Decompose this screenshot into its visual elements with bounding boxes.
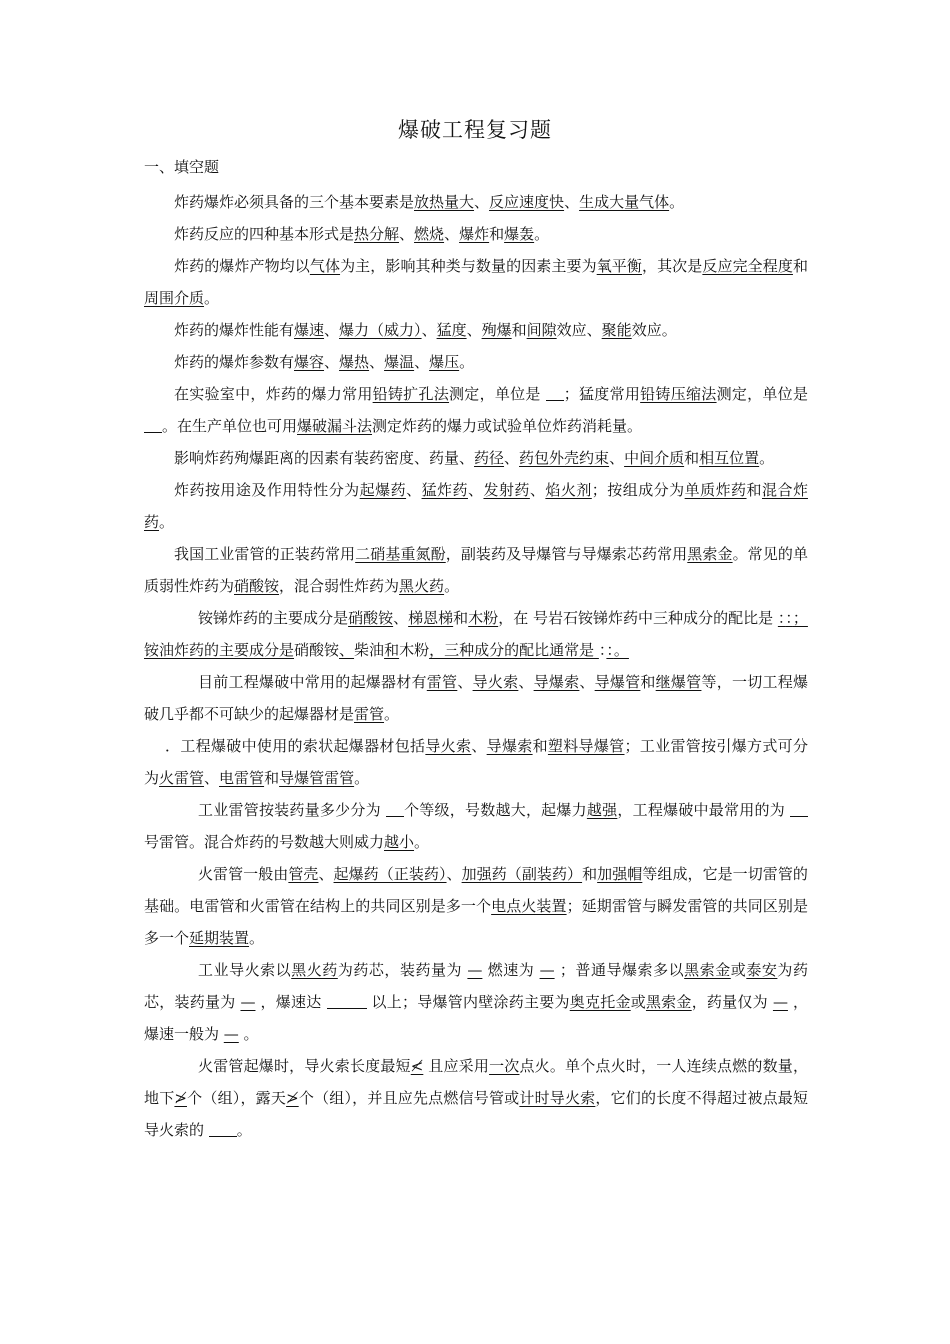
question-text: 。 [159,513,175,531]
question-text: 或 [730,961,747,979]
answer-text: 爆轰 [504,225,535,243]
question-text: 、 [406,481,422,499]
answer-text: 反应速度快 [489,193,565,211]
question-text: 。 [669,193,685,211]
answer-text: 黑火药 [399,577,445,595]
question-text: 火雷管一般由 [198,865,289,883]
question-text: 炸药的爆炸性能有 [174,321,295,339]
question-text: 炸药的爆炸产物均以 [174,257,310,275]
question-text: 、 [204,769,220,787]
question-text: 。 [444,577,460,595]
question-text: ，其次是 [641,257,703,275]
question-item [144,730,808,794]
question-text: 、 [414,353,430,371]
question-text: 和 [684,449,700,467]
question-text: ；猛度常用 [563,385,641,403]
question-text: 效应、 [556,321,602,339]
question-text: 铵锑炸药的主要成分是 [198,609,349,627]
question-text: 、 [529,481,546,499]
answer-text: 殉爆 [481,321,512,339]
question-text: 测定，单位是 [449,385,546,403]
question-text: 燃速为 [482,961,540,979]
answer-text: 药包外壳约束 [519,449,610,467]
question-text: 和 [532,737,548,755]
question-item [144,218,808,250]
answer-text: 延期装置 [189,929,250,947]
answer-text: 爆速 [294,321,325,339]
answer-text: — [223,1025,239,1043]
question-text: ，工程爆破中最常用的为 [617,801,790,819]
question-text: 。 [238,1025,259,1043]
question-text: 火雷管起爆时，导火索长度最短 [198,1057,411,1075]
question-text: ，爆速达 [255,993,327,1011]
question-text: 柴油 [354,641,385,659]
answer-text: 、 [339,641,355,659]
answer-text: 猛炸药 [421,481,468,499]
answer-blank [386,798,404,817]
answer-text: — [467,961,483,979]
answer-text: 计时导火索 [519,1089,596,1107]
question-text: ．工程爆破中使用的索状起爆器材包括 [165,737,426,755]
question-item [144,378,808,442]
question-item [144,314,808,346]
question-text: 目前工程爆破中常用的起爆器材有 [198,673,427,691]
answer-text: 单质炸药 [684,481,747,499]
answer-blank [327,990,367,1009]
answer-text: 焰火剂 [545,481,592,499]
question-text: 和 [640,673,656,691]
question-item [144,538,808,602]
answer-text: 黑索金 [684,961,731,979]
question-text: 影响炸药殉爆距离的因素有装药密度、药量、 [174,449,475,467]
question-text: 测定，单位是 [716,385,808,403]
answer-text: 聚能 [601,321,632,339]
question-text: 我国工业雷管的正装药常用 [174,545,356,563]
question-text: 、 [518,673,534,691]
answer-text: ： [777,609,786,627]
answer-text: 起爆药（正装药） [333,865,447,883]
answer-text: 导爆管雷管 [279,769,355,787]
answer-text: 继爆管 [655,673,702,691]
answer-blank [546,382,564,401]
answer-text: 猛度 [436,321,467,339]
answer-text: 导爆索 [486,737,533,755]
question-text: 。常见的单质弱性炸药为 [144,545,808,595]
question-item [144,1050,808,1146]
answer-text: 爆热 [339,353,370,371]
answer-text: 黑火药 [291,961,338,979]
question-text: ，副装药及导爆管与导爆索芯药常用 [445,545,688,563]
question-text: 和 [489,225,505,243]
answer-text: 加强药（副装药） [461,865,583,883]
answer-text: 间隙 [526,321,557,339]
question-text: 、 [474,193,490,211]
answer-text: 爆容 [294,353,325,371]
answer-text: — [772,993,788,1011]
question-text: 或 [630,993,646,1011]
answer-text: 起爆药 [359,481,407,499]
question-text: ；工业雷管按引爆方式可分为 [144,737,808,787]
answer-text: 周围介质 [144,289,205,307]
answer-text: 火雷管 [159,769,205,787]
question-text: 和 [792,257,808,275]
question-text: 点火。单个点火时，一人连续点燃的数量，地下 [144,1057,808,1107]
answer-text: 黑索金 [687,545,733,563]
question-text: 硝酸铵 [294,641,340,659]
answer-text: 加强帽 [597,865,643,883]
answer-text: 雷管 [426,673,458,691]
document-title: 爆破工程复习题 [398,118,552,142]
question-text: 工业雷管按装药量多少分为 [198,801,386,819]
answer-text: 越强 [586,801,618,819]
answer-text: 硝酸铵 [234,577,280,595]
answer-text: 泰安 [746,961,778,979]
question-item [144,346,808,378]
question-text: ： [598,641,607,659]
question-text: 、 [579,673,595,691]
answer-text: ≯ [286,1089,299,1107]
question-text: ；普通导爆索多以 [554,961,685,979]
question-text: 。 [204,289,220,307]
answer-text: 爆炸 [459,225,490,243]
answer-text: 爆温 [384,353,415,371]
question-text: 为药芯，装药量为 [337,961,468,979]
question-text: 。 [236,1121,252,1139]
question-text: 、 [369,353,385,371]
question-text: 、 [444,225,460,243]
question-text: 、 [446,865,462,883]
question-text: 。在生产单位也可用 [162,417,298,435]
question-text: ；延期雷管与瞬发雷管的共同区别是多一个 [144,897,808,947]
answer-text: 铅铸扩孔法 [372,385,450,403]
answer-text: 爆力（威力） [339,321,422,339]
question-text: 。 [354,769,370,787]
answer-text: 导火索 [425,737,472,755]
question-text: 工业导火索以 [198,961,292,979]
answer-text: ≯ [174,1089,187,1107]
question-text: 木粉 [399,641,430,659]
answer-text: 雷管 [354,705,385,723]
answer-text: 爆压 [429,353,460,371]
question-list [144,186,808,1146]
answer-text: 电雷管 [219,769,265,787]
answer-text: 反应完全程度 [702,257,793,275]
answer-text: 管壳 [288,865,319,883]
question-text: 且应采用 [423,1057,490,1075]
question-text: 。 [384,705,400,723]
answer-text: 中间介质 [624,449,685,467]
question-text: 、 [324,321,340,339]
question-text: 、 [393,609,409,627]
answer-text: 奥克托金 [569,993,631,1011]
question-item [144,602,808,666]
answer-text: ≮ [410,1057,424,1075]
answer-text: — [539,961,555,979]
answer-text: 混合炸药 [144,481,808,531]
question-text: 号雷管。混合炸药的号数越大则威力 [144,833,385,851]
question-text: 、 [564,193,580,211]
question-text: 为主，影响其种类与数量的因素主要为 [340,257,597,275]
question-text: ，药量仅为 [691,993,773,1011]
answer-text: 燃烧 [414,225,445,243]
answer-text: ，三种成分的配比通常是 [429,641,599,659]
question-text: ，混合弱性炸药为 [279,577,400,595]
question-item [144,186,808,218]
question-text: 效应。 [631,321,677,339]
answer-text: 。 [613,641,629,659]
question-text: 测定炸药的爆力或试验单位炸药消耗量。 [372,417,643,435]
answer-text: ： [785,609,793,627]
answer-text: 木粉 [468,609,499,627]
answer-text: 气体 [309,257,341,275]
answer-text: — [240,993,256,1011]
question-text: 和 [746,481,762,499]
question-text: 。 [249,929,265,947]
question-item [144,794,808,858]
question-text: 和 [264,769,280,787]
question-text: 在实验室中，炸药的爆力常用 [174,385,373,403]
answer-text: 和 [384,641,400,659]
answer-text: 硝酸铵 [348,609,394,627]
question-text: 。 [459,353,475,371]
answer-text: 黑索金 [645,993,692,1011]
question-text: 、 [466,321,482,339]
answer-text: 氧平衡 [596,257,642,275]
question-text: 。 [759,449,775,467]
question-text: ，爆速一般为 [144,993,808,1043]
question-text: 、 [609,449,625,467]
answer-text: 热分解 [354,225,400,243]
question-item [144,858,808,954]
question-text: 、 [504,449,520,467]
answer-text: 梯恩梯 [408,609,454,627]
answer-text: 电点火装置 [491,897,567,915]
question-item [144,250,808,314]
question-item [144,954,808,1050]
question-text: 、 [471,737,487,755]
question-text: 和 [453,609,469,627]
answer-text: 越小 [384,833,415,851]
answer-text: 爆破漏斗法 [297,417,373,435]
answer-blank [209,1118,237,1137]
answer-text: ；铵油炸药的主要成分是 [144,609,808,659]
question-item [144,474,808,538]
answer-text: 放热量大 [414,193,475,211]
question-text: 、 [399,225,415,243]
question-text: ，它们的长度不得超过被点最短导火索的 [144,1089,808,1139]
question-item [144,442,808,474]
answer-text: 相互位置 [699,449,760,467]
question-text: 等，一切工程爆破几乎都不可缺少的起爆器材是 [144,673,808,723]
answer-text: 塑料导爆管 [547,737,625,755]
question-text: 。 [414,833,430,851]
question-text: 、 [324,353,340,371]
question-text: 个等级，号数越大，起爆力 [403,801,587,819]
question-item [144,666,808,730]
question-text: 炸药按用途及作用特性分为 [174,481,360,499]
answer-blank [790,798,808,817]
question-text: 、 [467,481,484,499]
question-text: 炸药的爆炸参数有 [174,353,295,371]
question-text: 等组成，它是一切雷管的基础。电雷管和火雷管在结构上的共同区别是多一个 [144,865,808,915]
question-text: 为药芯，装药量为 [144,961,808,1011]
question-text: 、 [318,865,334,883]
answer-text: 二硝基重氮酚 [355,545,446,563]
answer-text: 生成大量气体 [579,193,670,211]
answer-text: ： [606,641,614,659]
question-text: ，在 号岩石铵锑炸药中三种成分的配比是 [498,609,778,627]
question-text: 炸药反应的四种基本形式是 [174,225,355,243]
answer-blank [144,414,162,433]
question-text: 、 [421,321,437,339]
question-text: 。 [534,225,550,243]
answer-text: 发射药 [483,481,530,499]
question-text: ；按组成分为 [591,481,685,499]
question-text: 个（组），露天 [186,1089,287,1107]
answer-text: 铅铸压缩法 [640,385,717,403]
question-text: 个（组），并且应先点燃信号管或 [298,1089,520,1107]
answer-text: 一次 [489,1057,520,1075]
question-text: 炸药爆炸必须具备的三个基本要素是 [174,193,415,211]
section-heading: 一、填空题 [144,158,220,176]
answer-text: 导爆管 [594,673,641,691]
question-text: 以上；导爆管内壁涂药主要为 [366,993,570,1011]
answer-text: 导爆索 [533,673,580,691]
answer-text: 药径 [474,449,505,467]
question-text: 、 [457,673,473,691]
question-text: 和 [511,321,527,339]
answer-text: 导火索 [472,673,519,691]
question-text: 和 [582,865,598,883]
